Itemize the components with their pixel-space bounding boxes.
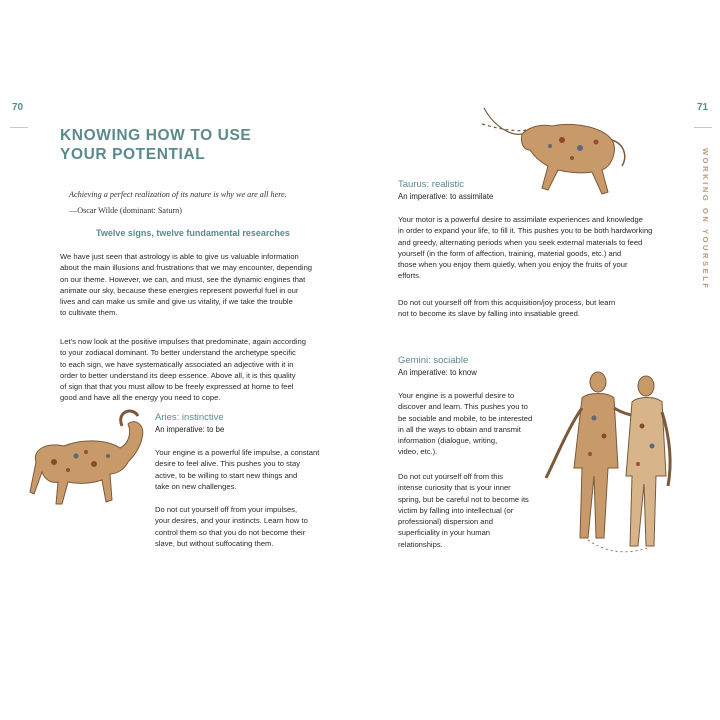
taurus-title: Taurus: realistic (398, 179, 464, 190)
gemini-paragraph-2: Do not cut yourself off from this intense curiosity that is your inner spring, but be careful not to become its victim by falling into intellectual (or professional) dispersion and superficiality in your human relationships. (398, 472, 529, 549)
aries-title: Aries: instinctive (155, 412, 224, 423)
section-subheading: Twelve signs, twelve fundamental researches (96, 228, 290, 238)
second-paragraph: Let’s now look at the positive impulses that predominate, again according to your zodiacal dominant. To better understand the archetype specific to each sign, we have systematically associated an adjective with it in order to better understand its deep essence. Above all, it is this quality of sign that that you must allow to be freely expressed at home to feel good and have all the energy you need to cope. (60, 337, 306, 403)
bull-illustration-icon (462, 100, 632, 200)
page-title-line-1: KNOWING HOW TO USE (60, 127, 252, 144)
epigraph-author: —Oscar Wilde (dominant: Saturn) (69, 206, 182, 215)
aries-paragraph-2: Do not cut yourself off from your impulses, your desires, and your instincts. Learn how to control them so that you do not become their slave, but without suffocating them. (155, 505, 308, 548)
gemini-title: Gemini: sociable (398, 355, 469, 366)
page-title-line-2: YOUR POTENTIAL (60, 146, 206, 163)
taurus-imperative: An imperative: to assimilate (398, 192, 494, 201)
page-rule-right (694, 127, 712, 128)
aries-paragraph-1: Your engine is a powerful life impulse, a constant desire to feel alive. This pushes you to stay active, to be willing to start new things and take on new challenges. (155, 448, 320, 491)
page-title (60, 126, 251, 164)
page-rule-left (10, 127, 28, 128)
twins-illustration-icon (538, 368, 678, 558)
aries-imperative: An imperative: to be (155, 425, 225, 434)
taurus-paragraph-2: Do not cut yourself off from this acquisition/joy process, but learn not to become its slave by falling into insatiable greed. (398, 298, 616, 319)
gemini-imperative: An imperative: to know (398, 368, 477, 377)
gemini-paragraph-1: Your engine is a powerful desire to discover and learn. This pushes you to be sociable and mobile, to be interested in all the ways to obtain and transmit information (dialogue, writing, video, etc.). (398, 391, 533, 457)
taurus-paragraph-1: Your motor is a powerful desire to assimilate experiences and knowledge in order to expand your life, to fill it. This pushes you to be both hardworking and greedy, alternating periods when you seek external materials to feed yourself (in the form of affection, training, material goods, etc.) and those when you enjoy them quietly, when you enjoy the fruits of your efforts. (398, 215, 653, 281)
page-number-left: 70 (12, 102, 24, 113)
intro-paragraph: We have just seen that astrology is able to give us valuable information about the main illusions and frustrations that we may encounter, depending on our theme. However, we can, and must, see the dynamic engines that animate our sky, because these energies represent powerful fuel in our lives and can make us smile and give us vitality, if we take the trouble to cultivate them. (60, 252, 313, 318)
page-number-right: 71 (697, 102, 709, 113)
epigraph-quote: Achieving a perfect realization of its nature is why we are all here. (69, 190, 287, 199)
ram-illustration-icon (24, 404, 150, 518)
side-running-header: WORKING ON YOURSELF (701, 148, 710, 291)
